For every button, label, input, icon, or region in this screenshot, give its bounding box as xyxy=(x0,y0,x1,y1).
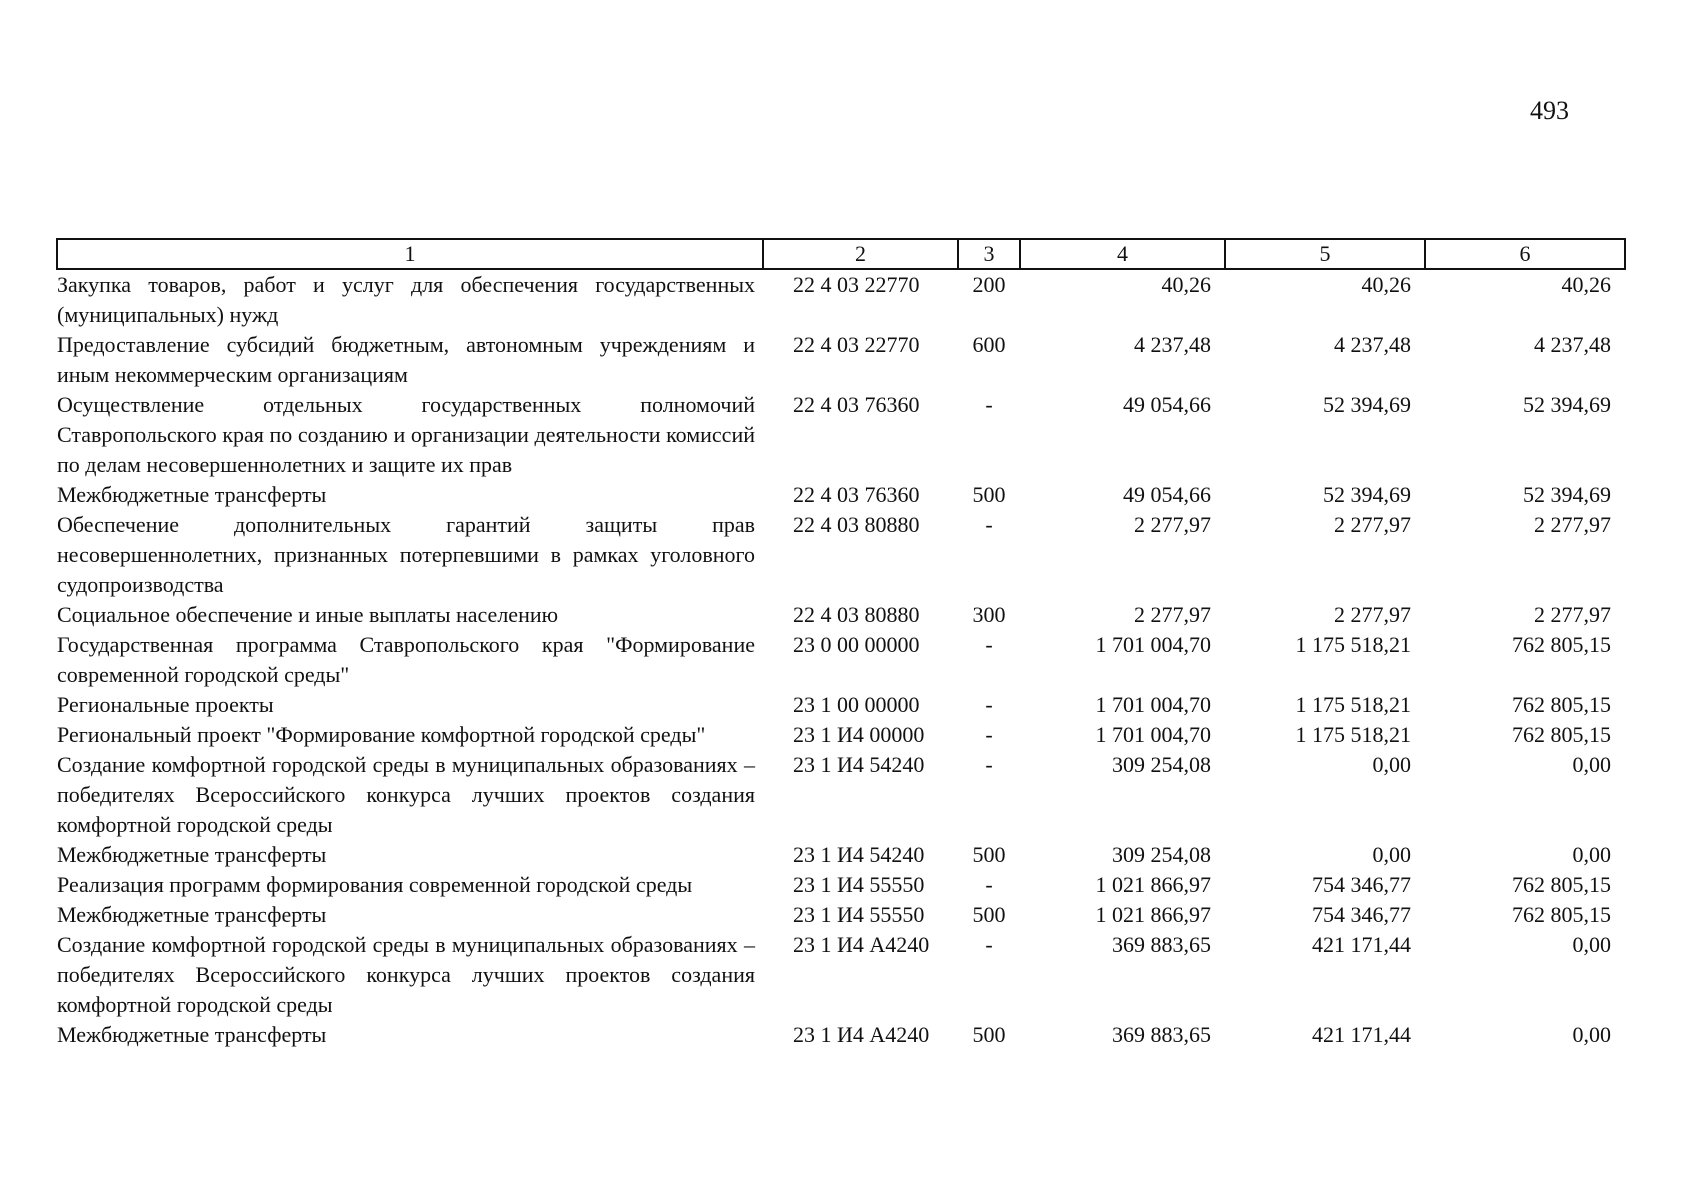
row-name-cell: Региональный проект "Формирование комфортной городской среды" xyxy=(57,722,706,747)
row-value-col6: 762 805,15 xyxy=(1512,722,1611,747)
row-value-col4: 2 277,97 xyxy=(1134,602,1211,627)
row-code-cell: 23 1 И4 А4240 xyxy=(793,1022,930,1047)
table-header-row xyxy=(57,239,1625,269)
row-value-col6: 0,00 xyxy=(1572,752,1611,777)
row-name-cell: Региональные проекты xyxy=(57,692,274,717)
row-code-cell: 22 4 03 76360 xyxy=(793,482,920,507)
row-value-col4: 309 254,08 xyxy=(1112,752,1211,777)
row-value-col5: 0,00 xyxy=(1372,842,1411,867)
table-row xyxy=(57,930,1625,1020)
row-code-cell: 23 1 И4 55550 xyxy=(793,872,925,897)
row-value-col4: 2 277,97 xyxy=(1134,512,1211,537)
row-name-cell: Межбюджетные трансферты xyxy=(57,1022,327,1047)
row-name-cell: Государственная программа Ставропольского края "Формирование современной городской среды" xyxy=(57,632,755,687)
row-type-cell: - xyxy=(985,692,993,717)
row-name-cell: Закупка товаров, работ и услуг для обеспечения государственных (муниципальных) нужд xyxy=(57,272,755,327)
row-value-col4: 1 701 004,70 xyxy=(1095,692,1211,717)
row-name-cell: Реализация программ формирования современной городской среды xyxy=(57,872,693,897)
table-row xyxy=(57,390,1625,480)
row-value-col5: 1 175 518,21 xyxy=(1295,632,1411,657)
row-type-cell: - xyxy=(985,752,993,777)
row-value-col6: 4 237,48 xyxy=(1534,332,1611,357)
row-value-col4: 309 254,08 xyxy=(1112,842,1211,867)
row-type-cell: 600 xyxy=(972,332,1006,357)
row-value-col5: 421 171,44 xyxy=(1312,932,1411,957)
row-value-col6: 2 277,97 xyxy=(1534,602,1611,627)
row-code-cell: 23 1 00 00000 xyxy=(793,692,920,717)
row-name-cell: Межбюджетные трансферты xyxy=(57,482,327,507)
page-number: 493 xyxy=(1530,96,1569,125)
row-value-col5: 52 394,69 xyxy=(1323,482,1411,507)
row-value-col6: 52 394,69 xyxy=(1523,482,1611,507)
row-value-col6: 40,26 xyxy=(1561,272,1611,297)
table-row xyxy=(57,630,1625,690)
row-value-col5: 2 277,97 xyxy=(1334,602,1411,627)
row-type-cell: - xyxy=(985,512,993,537)
row-value-col5: 1 175 518,21 xyxy=(1295,722,1411,747)
row-value-col6: 762 805,15 xyxy=(1512,872,1611,897)
table-row xyxy=(57,750,1625,840)
row-type-cell: 500 xyxy=(972,1022,1006,1047)
row-name-cell: Создание комфортной городской среды в муниципальных образованиях – победителях Всероссийского конкурса лучших проектов создания комфортной городской среды xyxy=(57,752,755,837)
column-header: 6 xyxy=(1425,239,1625,269)
row-type-cell: - xyxy=(985,632,993,657)
row-value-col5: 754 346,77 xyxy=(1312,872,1411,897)
column-header: 3 xyxy=(958,239,1020,269)
row-type-cell: 500 xyxy=(972,902,1006,927)
row-value-col6: 0,00 xyxy=(1572,1022,1611,1047)
table-row xyxy=(57,720,1625,750)
row-value-col6: 762 805,15 xyxy=(1512,902,1611,927)
row-name-cell: Осуществление отдельных государственных полномочий Ставропольского края по созданию и организации деятельности комиссий по делам несовершеннолетних и защите их прав xyxy=(57,392,755,477)
row-type-cell: 300 xyxy=(972,602,1006,627)
table-row xyxy=(57,870,1625,900)
row-value-col6: 762 805,15 xyxy=(1512,692,1611,717)
row-value-col4: 1 701 004,70 xyxy=(1095,722,1211,747)
table-row xyxy=(57,840,1625,870)
row-type-cell: - xyxy=(985,722,993,747)
table-row xyxy=(57,330,1625,390)
row-code-cell: 22 4 03 22770 xyxy=(793,332,920,357)
row-value-col6: 2 277,97 xyxy=(1534,512,1611,537)
row-name-cell: Межбюджетные трансферты xyxy=(57,902,327,927)
row-code-cell: 23 1 И4 54240 xyxy=(793,842,925,867)
row-value-col4: 1 021 866,97 xyxy=(1095,902,1211,927)
row-value-col4: 49 054,66 xyxy=(1123,482,1211,507)
budget-table xyxy=(56,238,1626,1050)
row-value-col6: 0,00 xyxy=(1572,842,1611,867)
row-value-col5: 421 171,44 xyxy=(1312,1022,1411,1047)
row-value-col4: 1 701 004,70 xyxy=(1095,632,1211,657)
row-code-cell: 23 1 И4 54240 xyxy=(793,752,925,777)
row-value-col5: 4 237,48 xyxy=(1334,332,1411,357)
table-body xyxy=(57,269,1625,1050)
row-type-cell: 500 xyxy=(972,842,1006,867)
row-code-cell: 22 4 03 80880 xyxy=(793,512,920,537)
row-value-col5: 2 277,97 xyxy=(1334,512,1411,537)
row-name-cell: Обеспечение дополнительных гарантий защиты прав несовершеннолетних, признанных потерпевшими в рамках уголовного судопроизводства xyxy=(57,512,755,597)
table-row xyxy=(57,269,1625,330)
table-row xyxy=(57,1020,1625,1050)
row-type-cell: - xyxy=(985,872,993,897)
row-value-col5: 40,26 xyxy=(1361,272,1411,297)
row-value-col4: 49 054,66 xyxy=(1123,392,1211,417)
row-code-cell: 22 4 03 22770 xyxy=(793,272,920,297)
row-value-col5: 754 346,77 xyxy=(1312,902,1411,927)
row-type-cell: - xyxy=(985,932,993,957)
row-type-cell: 500 xyxy=(972,482,1006,507)
row-code-cell: 23 1 И4 00000 xyxy=(793,722,925,747)
column-header: 5 xyxy=(1225,239,1425,269)
row-value-col4: 1 021 866,97 xyxy=(1095,872,1211,897)
row-value-col4: 369 883,65 xyxy=(1112,1022,1211,1047)
column-header: 2 xyxy=(763,239,958,269)
row-name-cell: Предоставление субсидий бюджетным, автономным учреждениям и иным некоммерческим организациям xyxy=(57,332,755,387)
table-row xyxy=(57,600,1625,630)
row-type-cell: - xyxy=(985,392,993,417)
row-code-cell: 23 1 И4 А4240 xyxy=(793,932,930,957)
row-code-cell: 23 1 И4 55550 xyxy=(793,902,925,927)
row-value-col4: 40,26 xyxy=(1161,272,1211,297)
column-header: 4 xyxy=(1020,239,1225,269)
row-value-col4: 369 883,65 xyxy=(1112,932,1211,957)
table-row xyxy=(57,480,1625,510)
table-row xyxy=(57,690,1625,720)
row-value-col6: 0,00 xyxy=(1572,932,1611,957)
row-value-col4: 4 237,48 xyxy=(1134,332,1211,357)
row-value-col5: 1 175 518,21 xyxy=(1295,692,1411,717)
row-type-cell: 200 xyxy=(972,272,1006,297)
table-row xyxy=(57,510,1625,600)
row-value-col5: 0,00 xyxy=(1372,752,1411,777)
row-value-col6: 52 394,69 xyxy=(1523,392,1611,417)
row-code-cell: 22 4 03 76360 xyxy=(793,392,920,417)
row-name-cell: Создание комфортной городской среды в муниципальных образованиях – победителях Всероссийского конкурса лучших проектов создания комфортной городской среды xyxy=(57,932,755,1017)
row-value-col6: 762 805,15 xyxy=(1512,632,1611,657)
column-header: 1 xyxy=(57,239,763,269)
table-row xyxy=(57,900,1625,930)
row-value-col5: 52 394,69 xyxy=(1323,392,1411,417)
row-code-cell: 23 0 00 00000 xyxy=(793,632,920,657)
row-name-cell: Социальное обеспечение и иные выплаты населению xyxy=(57,602,559,627)
row-name-cell: Межбюджетные трансферты xyxy=(57,842,327,867)
row-code-cell: 22 4 03 80880 xyxy=(793,602,920,627)
